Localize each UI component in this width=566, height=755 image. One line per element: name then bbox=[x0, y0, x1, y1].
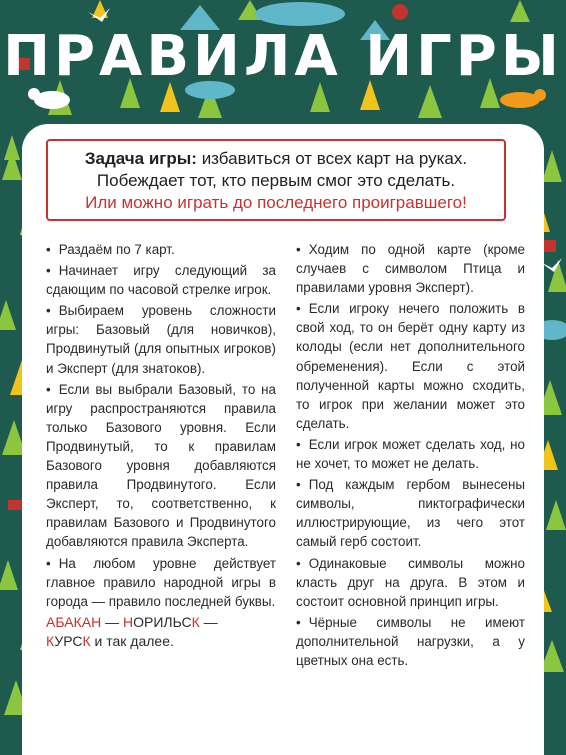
rule-item: • Если вы выбрали Базовый, то на игру распространяются правила только Базового уровня. Если Продвинутый, то к правилам Базового уровня добавляются правила Продвинутого. Если Эксперт, то, соответственно, к правилам Базового и Продвинутого добавляются правила Эксперта. bbox=[46, 381, 276, 550]
rule-item: • Выбираем уровень сложности игры: Базовый (для новичков), Продвинутый (для опытных игроков) и Эксперт (для знатоков). bbox=[46, 303, 276, 376]
goal-text: избавиться от всех карт на руках. bbox=[201, 149, 468, 168]
page-title: ПРАВИЛА ИГРЫ bbox=[3, 24, 563, 89]
rules-column-right bbox=[296, 240, 525, 672]
rule-item: • Если игрок может сделать ход, но не хочет, то может не делать. bbox=[296, 436, 525, 472]
game-goal-box bbox=[46, 139, 506, 221]
rule-item: • Раздаём по 7 карт. bbox=[46, 242, 175, 257]
goal-alternative-text: Или можно играть до последнего проигравшего! bbox=[85, 193, 467, 212]
rules-column-left bbox=[46, 240, 276, 653]
last-letter-example: АБАКАН — НОРИЛЬСК — КУРСК и так далее. bbox=[46, 613, 218, 649]
rule-item: • Ходим по одной карте (кроме случаев с символом Птица и правилами уровня Эксперт). bbox=[296, 242, 525, 296]
goal-winner-text: Побеждает тот, кто первым смог это сделать. bbox=[96, 171, 456, 190]
rule-item: • Под каждым гербом вынесены символы, пиктографически иллюстрирующие, из чего этот самый герб состоит. bbox=[296, 477, 525, 550]
rule-item: • Одинаковые символы можно класть друг на друга. В этом и состоит основной принцип игры. bbox=[296, 555, 525, 609]
rule-item: • На любом уровне действует главное правило народной игры в города — правило последней буквы. bbox=[46, 555, 276, 609]
goal-label: Задача игры: bbox=[84, 149, 197, 168]
rule-item: • Чёрные символы не имеют дополнительной нагрузки, а у цветных она есть. bbox=[296, 614, 525, 668]
rule-item: • Если игроку нечего положить в свой ход, то он берёт одну карту из колоды (если нет дополнительного обременения). Если с этой полученной карты можно сходить, то игрок при желании может это сделать. bbox=[296, 301, 525, 431]
rule-item: • Начинает игру следующий за сдающим по часовой стрелке игрок. bbox=[46, 263, 276, 298]
